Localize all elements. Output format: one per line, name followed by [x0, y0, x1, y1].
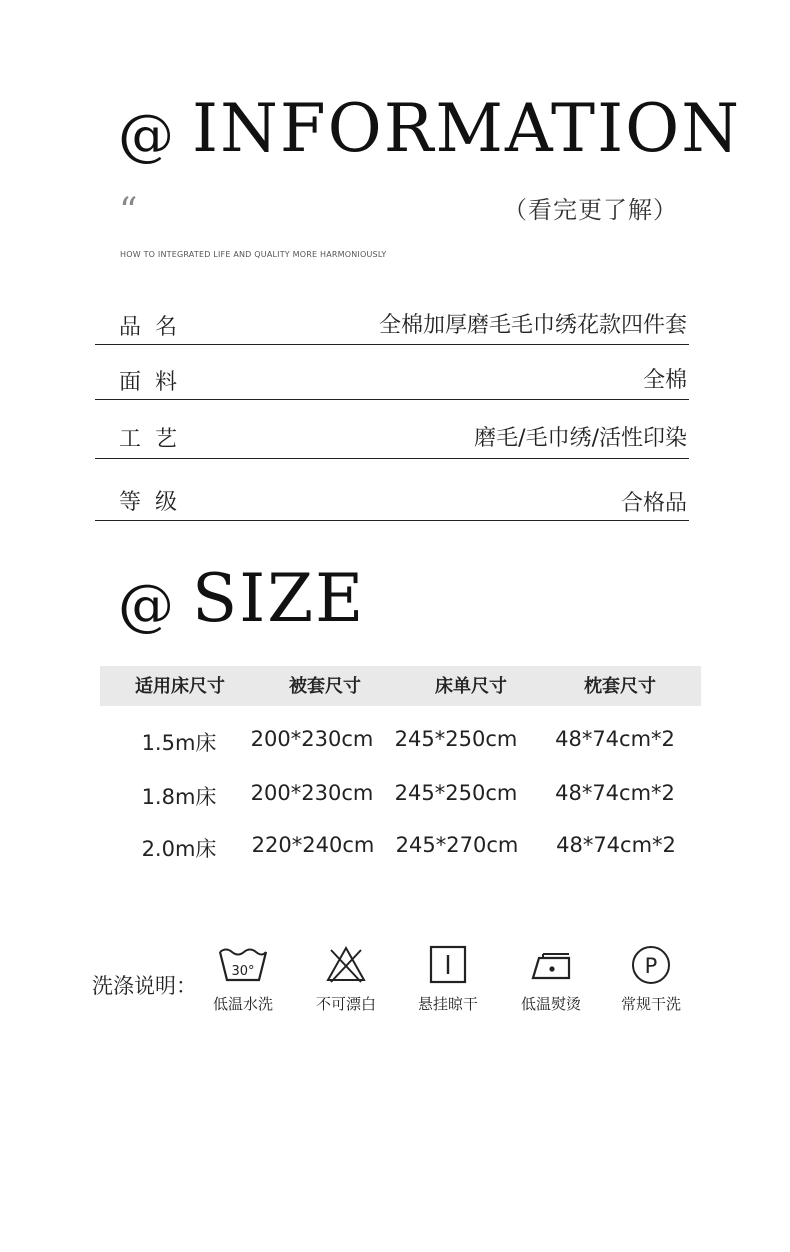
- care-label: 低温水洗: [212, 995, 273, 1013]
- info-row-name: [95, 304, 689, 345]
- at-symbol: @: [118, 103, 174, 168]
- info-label: 面料: [119, 370, 192, 395]
- table-cell: 1.5m床: [141, 731, 217, 755]
- quote-icon: “: [119, 191, 138, 232]
- table-cell: 245*270cm: [395, 833, 519, 857]
- wash-30-icon: [217, 944, 269, 986]
- size-title: SIZE: [192, 560, 366, 637]
- table-cell: 48*74cm*2: [555, 727, 675, 751]
- care-label: 低温熨烫: [520, 995, 581, 1013]
- table-cell: 220*240cm: [251, 833, 375, 857]
- dry-clean-letter: P: [644, 954, 658, 978]
- dry-clean-p-icon: [625, 944, 677, 986]
- info-label: 品名: [119, 315, 192, 340]
- info-value: 磨毛/毛巾绣/活性印染: [474, 426, 687, 451]
- table-header-cell: 枕套尺寸: [584, 676, 656, 697]
- info-row-fabric: [95, 344, 689, 400]
- low-iron-icon: [525, 944, 577, 986]
- table-cell: 200*230cm: [250, 781, 374, 805]
- info-label: 工艺: [119, 427, 192, 452]
- information-title: INFORMATION: [192, 90, 742, 167]
- info-label: 等级: [119, 490, 192, 515]
- table-cell: 48*74cm*2: [556, 833, 676, 857]
- table-cell: 1.8m床: [141, 785, 217, 809]
- info-row-grade: [95, 458, 689, 521]
- table-cell: 245*250cm: [394, 781, 518, 805]
- care-label: 不可漂白: [315, 995, 376, 1013]
- table-header-cell: 床单尺寸: [435, 676, 507, 697]
- care-label: 悬挂晾干: [417, 995, 478, 1013]
- info-row-craft: [95, 399, 689, 459]
- table-cell: 245*250cm: [394, 727, 518, 751]
- care-label: 常规干洗: [620, 995, 681, 1013]
- table-cell: 48*74cm*2: [555, 781, 675, 805]
- table-cell: 200*230cm: [250, 727, 374, 751]
- info-value: 全棉: [642, 368, 687, 393]
- size-table-header: [100, 666, 701, 706]
- at-symbol: @: [118, 573, 174, 638]
- table-header-cell: 适用床尺寸: [135, 676, 225, 697]
- no-bleach-icon: [320, 944, 372, 986]
- read-more-note: （看完更了解）: [503, 196, 678, 224]
- hang-dry-icon: [422, 944, 474, 986]
- info-value: 合格品: [620, 491, 687, 516]
- wash-temp-text: 30°: [231, 964, 255, 979]
- tagline: HOW TO INTEGRATED LIFE AND QUALITY MORE HARMONIOUSLY: [120, 250, 387, 259]
- table-header-cell: 被套尺寸: [289, 676, 361, 697]
- care-title: 洗涤说明：: [92, 974, 197, 998]
- info-value: 全棉加厚磨毛毛巾绣花款四件套: [378, 313, 687, 338]
- table-cell: 2.0m床: [141, 837, 217, 861]
